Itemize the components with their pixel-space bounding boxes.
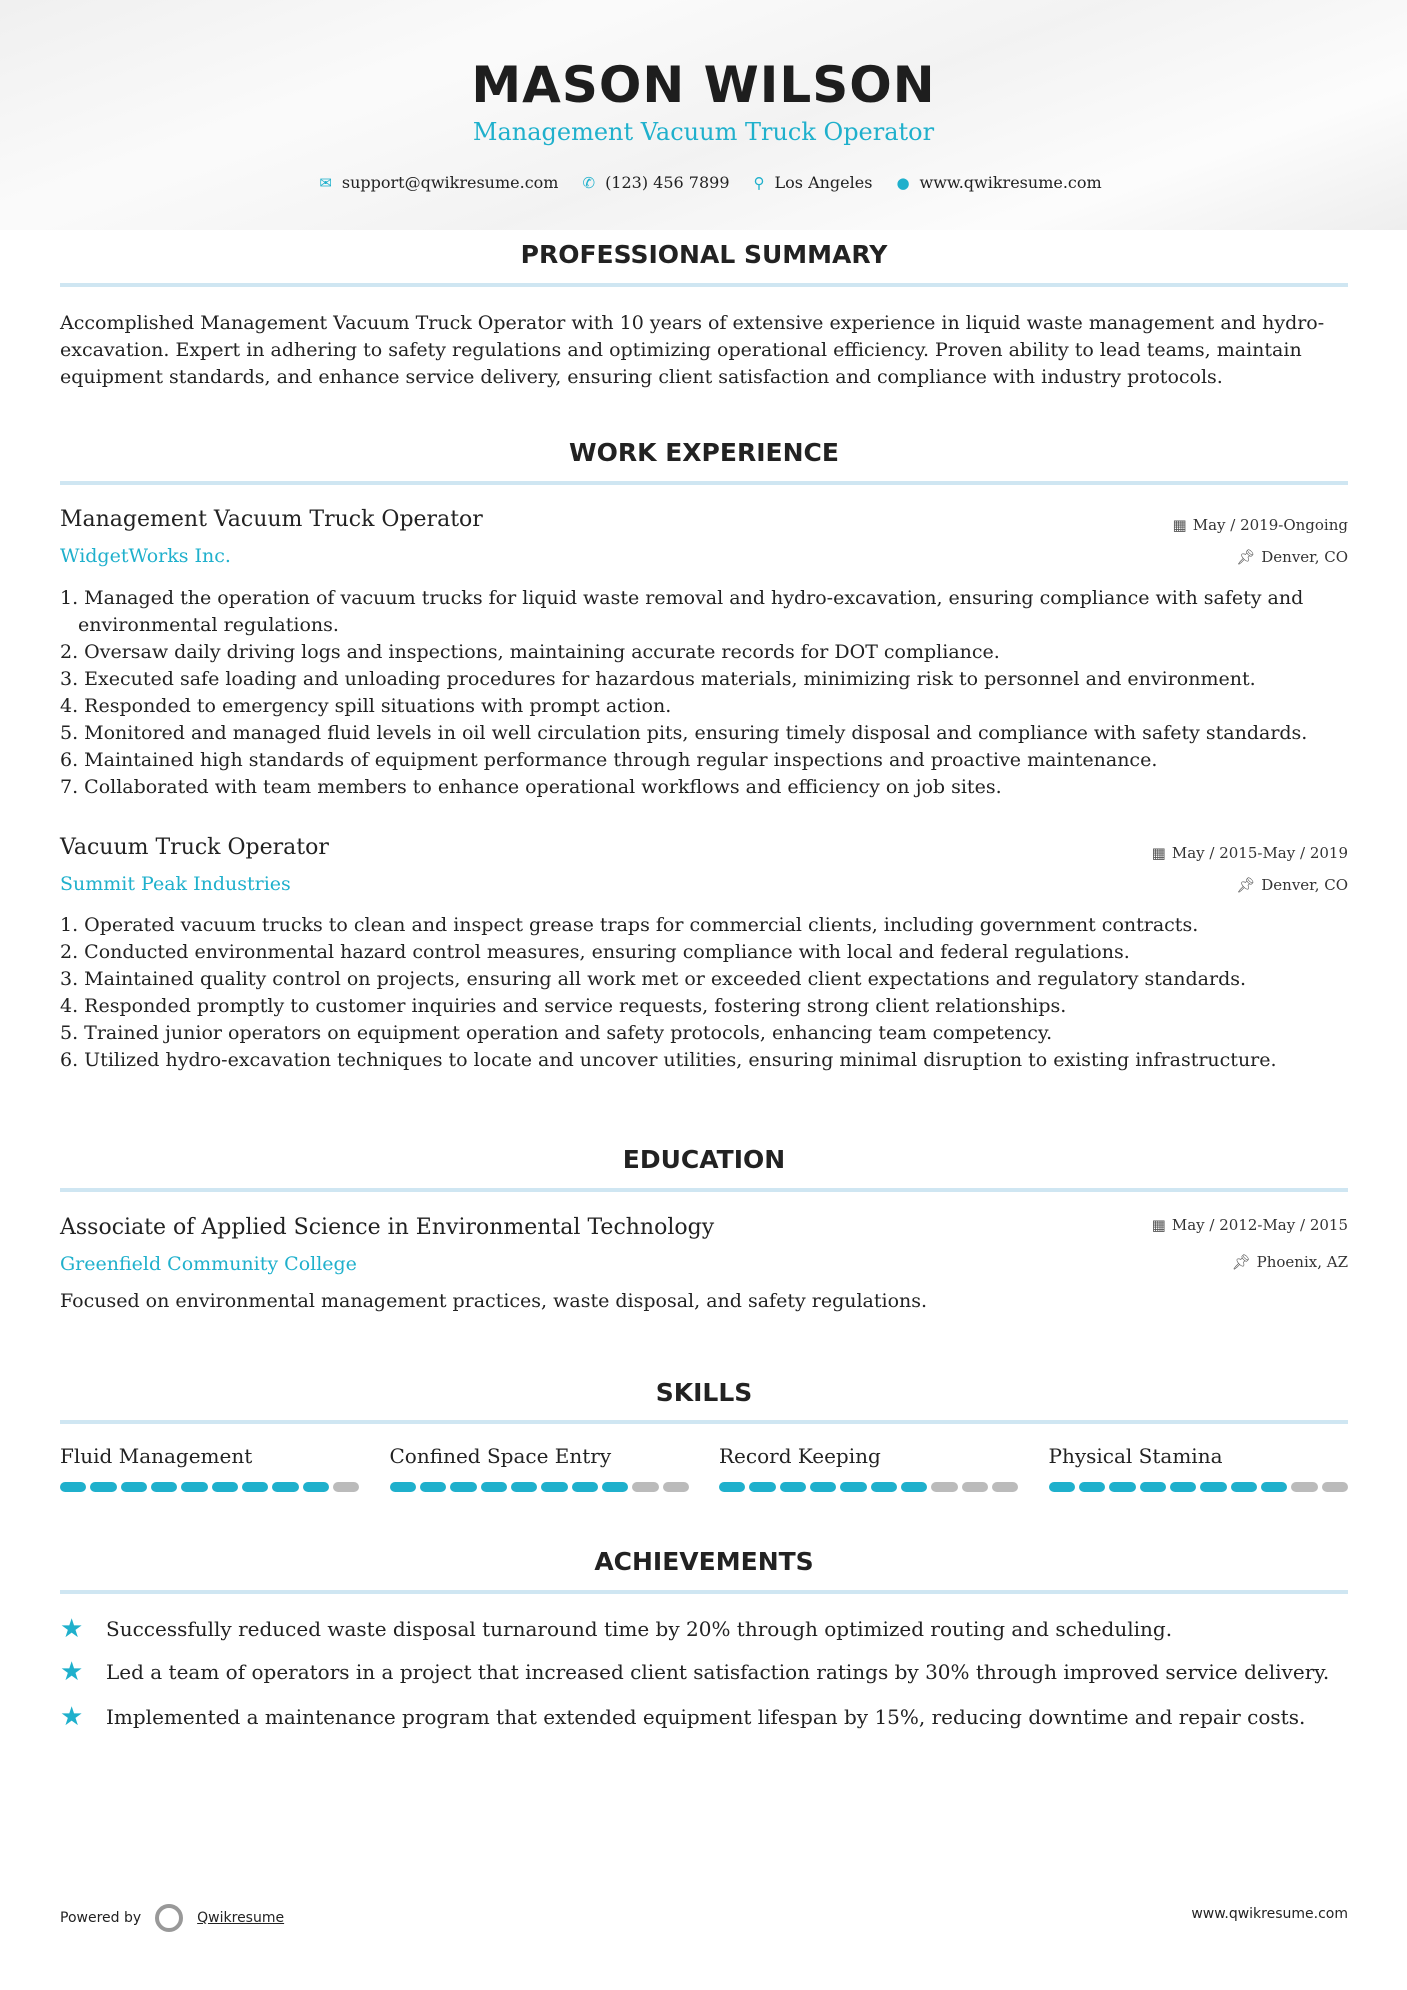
list-item: 3. Executed safe loading and unloading procedures for hazardous materials, minimizing risk to personnel and environment. <box>60 668 1256 690</box>
skill-segment <box>541 1482 567 1492</box>
skill-segment <box>420 1482 446 1492</box>
skill-segment <box>212 1482 238 1492</box>
achievement-item <box>60 1614 1348 1644</box>
map-pin-icon: ⚲ <box>753 173 765 192</box>
candidate-name: MASON WILSON <box>471 56 936 114</box>
skill-segment <box>931 1482 957 1492</box>
job-location <box>1236 876 1348 894</box>
skill-segment <box>1291 1482 1317 1492</box>
skill-segment <box>60 1482 86 1492</box>
envelope-icon: ✉ <box>319 173 332 192</box>
summary-heading: PROFESSIONAL SUMMARY <box>520 240 888 269</box>
list-item: 4. Responded promptly to customer inquiries and service requests, fostering strong client relationships. <box>60 995 1067 1017</box>
skill-segment <box>121 1482 147 1492</box>
skill-segment <box>1079 1482 1105 1492</box>
job-bullets <box>60 585 1348 801</box>
school: Greenfield Community College <box>60 1253 357 1275</box>
pin-icon: 📌︎ <box>1231 1253 1251 1271</box>
star-icon: ★ <box>60 1614 84 1644</box>
skill-segment <box>390 1482 416 1492</box>
skill-segment <box>181 1482 207 1492</box>
job-dates <box>1173 516 1348 534</box>
dates-text: May / 2012-May / 2015 <box>1171 1216 1348 1234</box>
skill-segment <box>1140 1482 1166 1492</box>
calendar-icon: ▦ <box>1172 516 1187 534</box>
company: WidgetWorks Inc. <box>60 545 231 567</box>
footer-url[interactable]: www.qwikresume.com <box>1191 1906 1348 1922</box>
list-item: 3. Maintained quality control on projects, ensuring all work met or exceeded client expectations and regulatory standards. <box>60 968 1247 990</box>
email[interactable]: support@qwikresume.com <box>341 173 559 192</box>
header-background <box>0 0 1407 230</box>
divider <box>60 1420 1348 1424</box>
divider <box>60 1590 1348 1594</box>
phone-icon: ✆ <box>582 173 596 192</box>
skill-segment <box>810 1482 836 1492</box>
skill <box>390 1444 690 1492</box>
pin-icon: 📌︎ <box>1236 548 1256 566</box>
achievement-item <box>60 1657 1348 1687</box>
pin-icon: 📌︎ <box>1236 876 1256 894</box>
skill-segment <box>90 1482 116 1492</box>
skill-segment <box>1200 1482 1226 1492</box>
skill-segment <box>840 1482 866 1492</box>
skill <box>1049 1444 1349 1492</box>
star-icon: ★ <box>60 1657 84 1687</box>
footer <box>60 1904 284 1932</box>
job-location <box>1236 548 1348 566</box>
skill-segment <box>602 1482 628 1492</box>
divider <box>60 283 1348 287</box>
brand-link[interactable]: Qwikresume <box>197 1910 285 1926</box>
skill-segment <box>1109 1482 1135 1492</box>
location-text: Phoenix, AZ <box>1256 1253 1348 1271</box>
qwikresume-logo-icon <box>155 1904 183 1932</box>
skill-segment <box>1231 1482 1257 1492</box>
education-description: Focused on environmental management practices, waste disposal, and safety regulations. <box>60 1290 928 1312</box>
globe-icon: ● <box>896 173 910 192</box>
skill-segment <box>333 1482 359 1492</box>
phone: (123) 456 7899 <box>605 173 730 192</box>
skill-segment <box>719 1482 745 1492</box>
contact-bar <box>0 173 1407 192</box>
skill-segment <box>1170 1482 1196 1492</box>
job-title: Management Vacuum Truck Operator <box>60 507 483 532</box>
dates-text: May / 2015-May / 2019 <box>1171 844 1348 862</box>
skill-rating-bar <box>390 1482 690 1492</box>
skill-rating-bar <box>719 1482 1019 1492</box>
skill-rating-bar <box>60 1482 360 1492</box>
skill-segment <box>1049 1482 1075 1492</box>
skill-name: Confined Space Entry <box>389 1444 612 1468</box>
list-item: 7. Collaborated with team members to enhance operational workflows and efficiency on job sites. <box>60 776 1002 798</box>
calendar-icon: ▦ <box>1151 1216 1166 1234</box>
skill-segment <box>572 1482 598 1492</box>
company: Summit Peak Industries <box>60 873 291 895</box>
skill-segment <box>962 1482 988 1492</box>
skills-heading: SKILLS <box>655 1378 753 1407</box>
achievement-text: Successfully reduced waste disposal turnaround time by 20% through optimized routing and scheduling. <box>106 1617 1173 1641</box>
star-icon: ★ <box>60 1702 84 1732</box>
list-item: 1. Operated vacuum trucks to clean and inspect grease traps for commercial clients, including government contracts. <box>60 914 1199 936</box>
calendar-icon: ▦ <box>1151 844 1166 862</box>
skill-rating-bar <box>1049 1482 1349 1492</box>
skill-name: Fluid Management <box>60 1444 253 1468</box>
skill-segment <box>663 1482 689 1492</box>
skill-segment <box>1322 1482 1348 1492</box>
website[interactable]: www.qwikresume.com <box>919 173 1102 192</box>
job-bullets <box>60 912 1348 1074</box>
skill-segment <box>450 1482 476 1492</box>
list-item: 2. Oversaw daily driving logs and inspections, maintaining accurate records for DOT compliance. <box>60 641 1000 663</box>
skill-segment <box>901 1482 927 1492</box>
skill-segment <box>780 1482 806 1492</box>
skill-segment <box>511 1482 537 1492</box>
location-text: Denver, CO <box>1261 548 1348 566</box>
skill-segment <box>242 1482 268 1492</box>
job-title: Vacuum Truck Operator <box>60 835 329 860</box>
powered-by-label: Powered by <box>60 1910 142 1926</box>
skill-segment <box>272 1482 298 1492</box>
candidate-title: Management Vacuum Truck Operator <box>472 118 935 146</box>
achievement-text: Led a team of operators in a project that increased client satisfaction ratings by 30% through improved service delivery. <box>106 1660 1330 1684</box>
achievements-heading: ACHIEVEMENTS <box>594 1547 814 1576</box>
list-item: 6. Utilized hydro-excavation techniques to locate and uncover utilities, ensuring minimal disruption to existing infrastructure. <box>60 1049 1277 1071</box>
summary-text: Accomplished Management Vacuum Truck Operator with 10 years of extensive experience in liquid waste management and hydro-excavation. Expert in adhering to safety regulations and optimizing operational efficiency. Proven ability to lead teams, maintain equipment standards, and enhance service delivery, ensuring client satisfaction and compliance with industry protocols. <box>60 312 1325 388</box>
skill-name: Physical Stamina <box>1048 1444 1223 1468</box>
list-item: 4. Responded to emergency spill situations with prompt action. <box>60 695 672 717</box>
skill-segment <box>151 1482 177 1492</box>
skill-segment <box>481 1482 507 1492</box>
skill-segment <box>1261 1482 1287 1492</box>
skill-segment <box>749 1482 775 1492</box>
skill-segment <box>632 1482 658 1492</box>
skill-segment <box>992 1482 1018 1492</box>
location: Los Angeles <box>774 173 873 192</box>
degree: Associate of Applied Science in Environmental Technology <box>60 1215 715 1240</box>
list-item: 2. Conducted environmental hazard control measures, ensuring compliance with local and federal regulations. <box>60 941 1130 963</box>
job-dates <box>1152 844 1348 862</box>
list-item: 5. Monitored and managed fluid levels in oil well circulation pits, ensuring timely disposal and compliance with safety standards. <box>60 722 1308 744</box>
skill <box>60 1444 360 1492</box>
skills-list <box>60 1444 1348 1492</box>
skill-segment <box>303 1482 329 1492</box>
achievement-text: Implemented a maintenance program that extended equipment lifespan by 15%, reducing downtime and repair costs. <box>106 1705 1306 1729</box>
skill <box>719 1444 1019 1492</box>
list-item: 1. Managed the operation of vacuum trucks for liquid waste removal and hydro-excavation, ensuring compliance with safety and environmental regulations. <box>60 587 1304 636</box>
education-location <box>1232 1253 1348 1271</box>
skill-segment <box>871 1482 897 1492</box>
list-item: 5. Trained junior operators on equipment operation and safety protocols, enhancing team competency. <box>60 1022 1053 1044</box>
education-dates <box>1152 1216 1348 1234</box>
divider <box>60 481 1348 485</box>
work-heading: WORK EXPERIENCE <box>569 438 839 467</box>
dates-text: May / 2019-Ongoing <box>1192 516 1348 534</box>
skill-name: Record Keeping <box>719 1444 881 1468</box>
location-text: Denver, CO <box>1261 876 1348 894</box>
divider <box>60 1188 1348 1192</box>
education-heading: EDUCATION <box>622 1145 786 1174</box>
achievement-item <box>60 1702 1348 1732</box>
list-item: 6. Maintained high standards of equipment performance through regular inspections and proactive maintenance. <box>60 749 1158 771</box>
